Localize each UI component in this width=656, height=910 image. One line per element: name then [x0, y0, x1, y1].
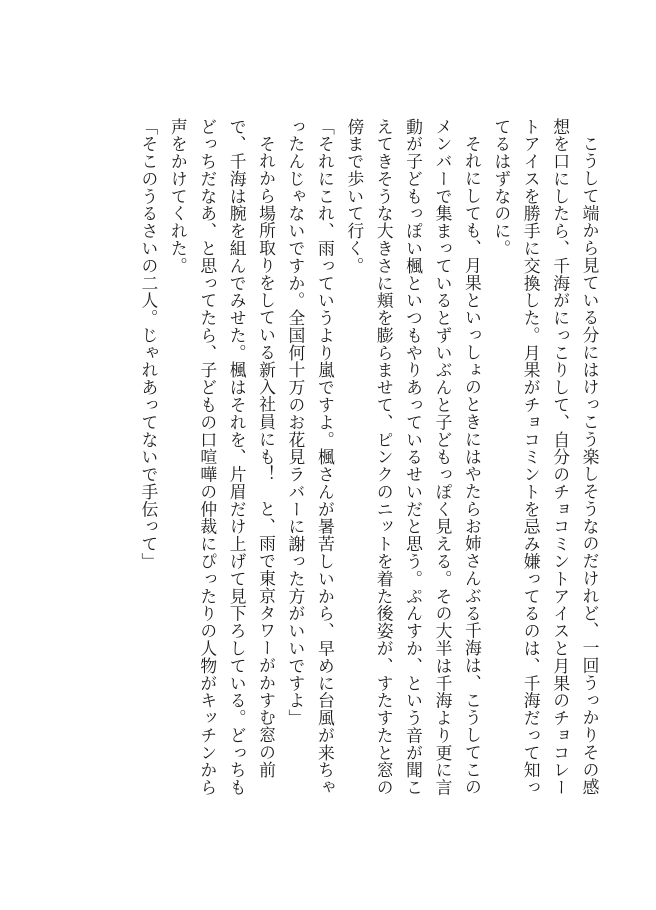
dialogue-paragraph: 「そこのうるさいの二人。じゃれあってないで手伝って」 — [138, 118, 159, 571]
paragraph: それから場所取りをしている新入社員にも！ と、雨で東京タワーがかすむ窓の前で、千海は腕を組んでみせた。楓はそれを、片眉だけ上げて見下ろしている。どっちもどっちだなあ、と思ってたら、子どもの口喧嘩の仲裁にぴったりの人物がキッチンから声をかけてくれた。 — [168, 118, 277, 797]
paragraph: それにしても、月果といっしょのときにはやたらお姉さんぶる千海は、こうしてこのメンバーで集まっているとずいぶんと子どもっぽく見える。その大半は千海より更に言動が子どもっぽい楓といつもやりあっているせいだと思う。ぷんすか、という音が聞こえてきそうな大きさに頬を膨らませて、ピンクのニットを着た後姿が、すたすたと窓の傍まで歩いて行く。 — [344, 118, 483, 797]
dialogue-paragraph: 「それにこれ、雨っていうより嵐ですよ。楓さんが暑苦しいから、早めに台風が来ちゃったんじゃないですか。全国何十万のお花見ラバーに謝った方がいいですよ」 — [285, 118, 336, 797]
vertical-text-body — [134, 118, 605, 808]
paragraph: こうして端から見ている分にはけっこう楽しそうなのだけれど、一回うっかりその感想を口にしたら、千海がにっこりして、自分のチョコミントアイスと月果のチョコレートアイスを勝手に交換した。月果がチョコミントを忌み嫌ってるのは、千海だって知ってるはずなのに。 — [491, 118, 600, 797]
